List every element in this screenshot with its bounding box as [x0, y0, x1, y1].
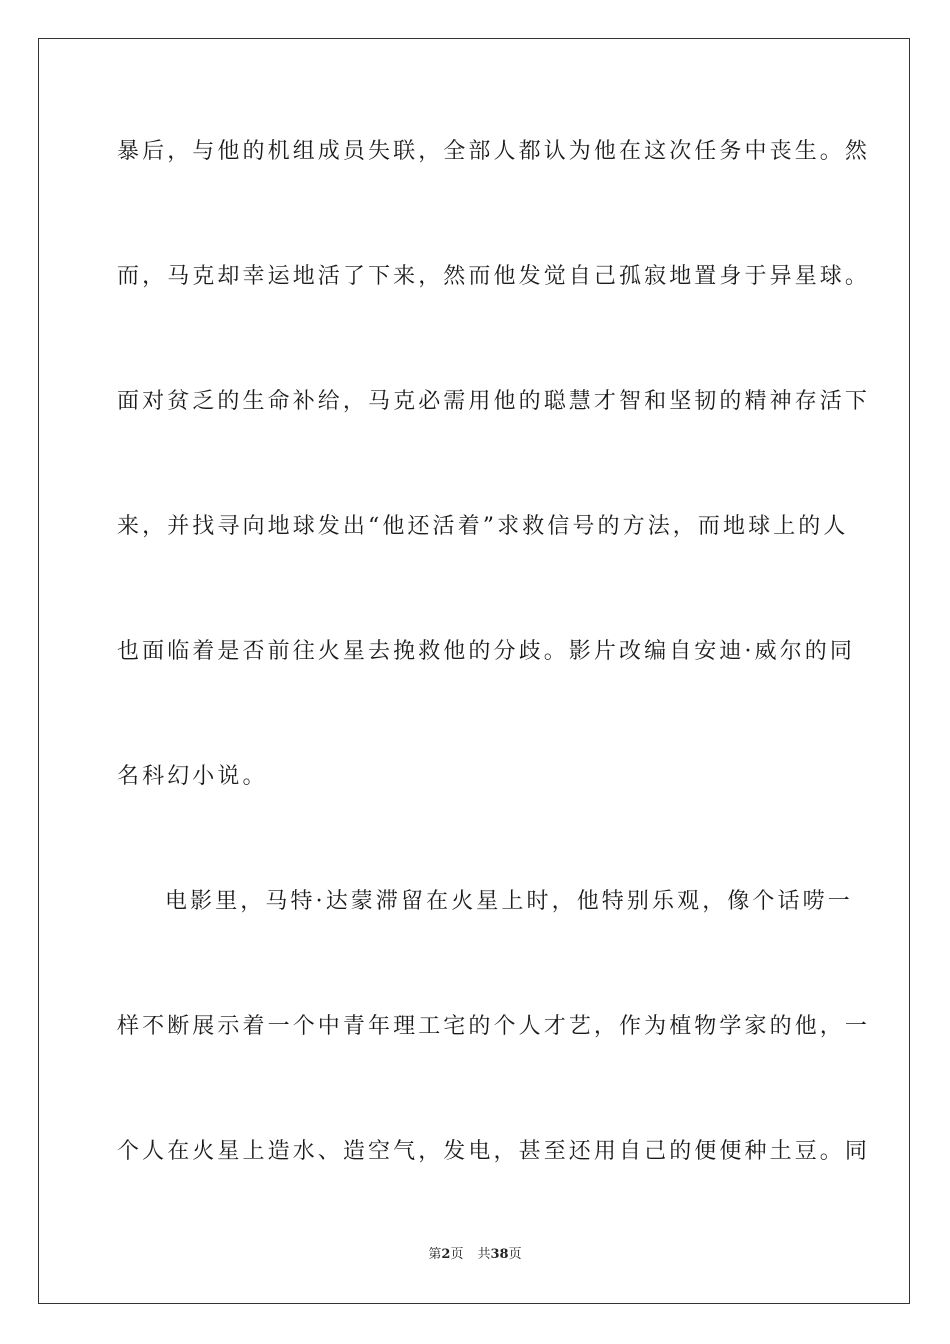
paragraph-first-line: 电影里，马特·达蒙滞留在火星上时，他特别乐观，像个话唠一 [165, 889, 853, 914]
page-suffix: 页 [450, 1247, 464, 1262]
text-line: 样不断展示着一个中青年理工宅的个人才艺，作为植物学家的他，一 [117, 1014, 871, 1039]
text-line: 面对贫乏的生命补给，马克必需用他的聪慧才智和坚韧的精神存活下 [117, 389, 871, 414]
page-prefix: 第 [428, 1247, 442, 1262]
text-line: 暴后，与他的机组成员失联，全部人都认为他在这次任务中丧生。然 [117, 139, 871, 164]
text-line: 个人在火星上造水、造空气，发电，甚至还用自己的便便种土豆。同 [117, 1139, 871, 1164]
page-number: 2 [441, 1247, 451, 1262]
page-border [38, 38, 910, 1304]
page-footer [0, 1246, 950, 1264]
total-suffix: 页 [508, 1247, 522, 1262]
text-line: 也面临着是否前往火星去挽救他的分歧。影片改编自安迪·威尔的同 [117, 639, 855, 664]
total-prefix: 共 [477, 1247, 491, 1262]
total-pages: 38 [490, 1247, 509, 1262]
text-line: 名科幻小说。 [117, 764, 268, 789]
text-line: 来，并找寻向地球发出“他还活着”求救信号的方法，而地球上的人 [117, 514, 849, 539]
text-line: 而，马克却幸运地活了下来，然而他发觉自己孤寂地置身于异星球。 [117, 264, 871, 289]
